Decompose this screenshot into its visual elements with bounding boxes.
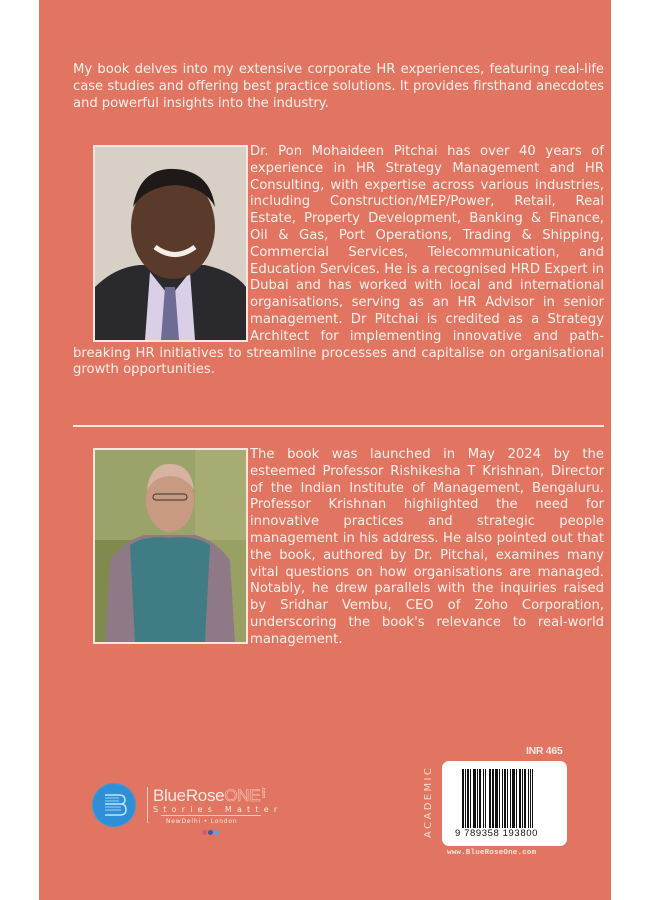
- publisher-tagline: Stories Matter: [153, 805, 283, 814]
- publisher-cities: NewDelhi • London: [166, 818, 238, 825]
- twitter-icon: [214, 830, 219, 835]
- instagram-icon: [202, 830, 207, 835]
- publisher-website[interactable]: www.BlueRoseOne.com: [447, 849, 537, 857]
- category-label: ACADEMIC: [423, 765, 434, 838]
- isbn-barcode: [442, 761, 567, 846]
- barcode-bars: [462, 769, 552, 829]
- intro-paragraph: My book delves into my extensive corporate HR experiences, featuring real-life case studies and offering best practice solutions. It provides firsthand anecdotes and powerful insights into the industry.: [73, 62, 604, 111]
- section-divider: [73, 425, 604, 427]
- bluerose-logo-icon: [92, 783, 136, 827]
- launch-text: The book was launched in May 2024 by the esteemed Professor Rishikesha T Krishnan, Director of the Indian Institute of Management, Bengaluru. Professor Krishnan highlighted the need for innovative practices and strategic people management in his address. He also pointed out that the book, authored by Dr. Pitchai, examines many vital questions on how organisations are managed. Notably, he drew parallels with the inquiries raised by Sridhar Vembu, CEO of Zoho Corporation, underscoring the book's relevance to real-world management.: [250, 447, 604, 647]
- publisher-name: BlueRoseONE: [153, 786, 261, 805]
- facebook-icon: [208, 830, 213, 835]
- book-back-cover: [39, 0, 611, 900]
- author-photo: [93, 145, 248, 342]
- logo-divider: [147, 787, 148, 823]
- guest-photo: [93, 448, 248, 644]
- price-label: INR 465: [526, 745, 563, 757]
- logo-underline: [161, 815, 261, 816]
- guest-portrait-image: [95, 450, 246, 642]
- author-bio-text: Dr. Pon Mohaideen Pitchai has over 40 years of experience in HR Strategy Management and HR Consulting, with expertise across various industries, including Construction/MEP/Power, Retail, Real Estate, Property Development, Banking & Finance, Oil & Gas, Port Operations, Trading & Shipping, Commercial Services, Telecommunication, and Education Services. He is a recognised HRD Expert in Dubai and has worked with local and international organisations, serving as an HR Advisor in senior management. Dr Pitchai is credited as a Strategy Architect for implementing innovative and path-breaking HR initiatives to streamline processes and capitalise on organisational growth opportunities.: [73, 144, 604, 378]
- isbn-number: 9 789358 193800: [455, 828, 538, 839]
- author-portrait-image: [95, 147, 246, 340]
- publisher-domain-suffix: .com: [260, 786, 266, 799]
